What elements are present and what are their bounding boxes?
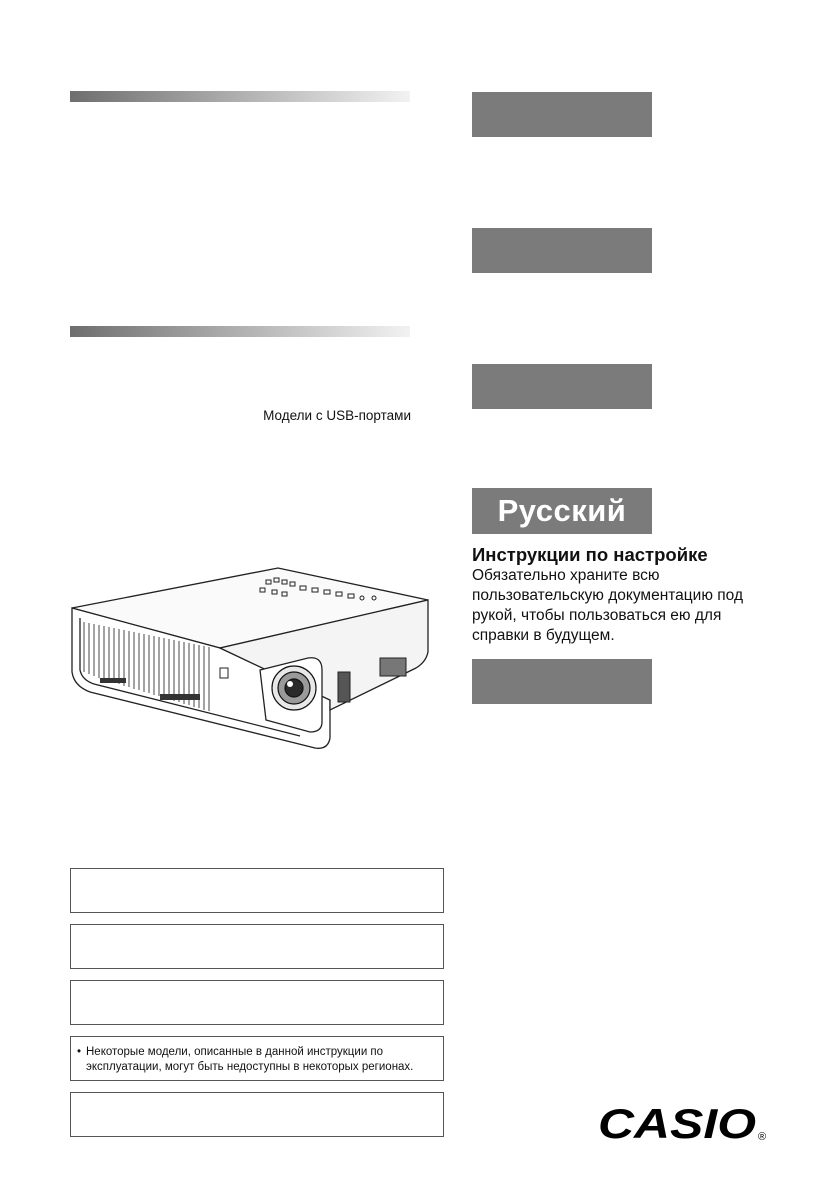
usb-models-note: Модели с USB-портами bbox=[263, 408, 411, 423]
setup-line: справки в будущем. bbox=[472, 627, 615, 644]
casio-logo bbox=[598, 1100, 770, 1144]
notice-line-2: эксплуатации, могут быть недоступны в некоторых регионах. bbox=[86, 1061, 414, 1073]
projector-illustration bbox=[60, 560, 440, 760]
setup-line: рукой, чтобы пользоваться ею для bbox=[472, 607, 722, 624]
info-box-3 bbox=[70, 980, 444, 1025]
info-box-2 bbox=[70, 924, 444, 969]
notice-line-1: Некоторые модели, описанные в данной инструкции по bbox=[86, 1046, 384, 1058]
bullet-icon: • bbox=[77, 1046, 82, 1058]
regional-availability-notice bbox=[70, 1036, 444, 1081]
setup-line: Обязательно храните всю bbox=[472, 567, 660, 584]
header-gradient-bar-top bbox=[70, 91, 410, 102]
language-block-3 bbox=[472, 364, 652, 409]
language-block-1 bbox=[472, 92, 652, 137]
casio-logo-text: CASIO bbox=[598, 1100, 756, 1144]
setup-instructions-body bbox=[472, 566, 772, 646]
setup-instructions-title: Инструкции по настройке bbox=[472, 544, 708, 565]
language-block-4 bbox=[472, 659, 652, 704]
language-label-russian: Русский bbox=[472, 488, 652, 534]
info-box-1 bbox=[70, 868, 444, 913]
registered-mark: ® bbox=[758, 1131, 767, 1143]
setup-line: пользовательскую документацию под bbox=[472, 587, 743, 604]
header-gradient-bar-middle bbox=[70, 326, 410, 337]
info-box-5 bbox=[70, 1092, 444, 1137]
language-block-2 bbox=[472, 228, 652, 273]
